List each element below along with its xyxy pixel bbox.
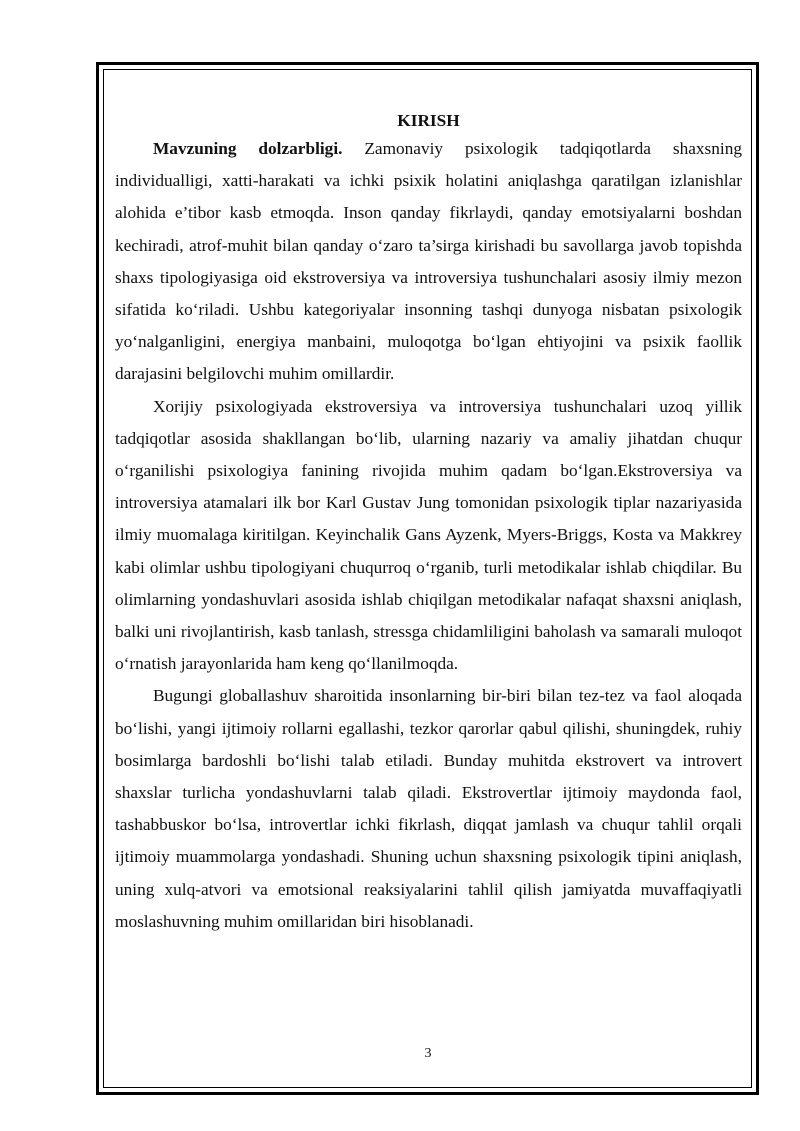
paragraph-1	[115, 133, 742, 391]
paragraph-3: Bugungi globallashuv sharoitida insonlarning bir-biri bilan tez-tez va faol aloqada bo‘lishi, yangi ijtimoiy rollarni egallashi, tezkor qarorlar qabul qilishi, shuningdek, ruhiy bosimlarga bardoshli bo‘lishi talab etiladi. Bunday muhitda ekstrovert va introvert shaxslar turlicha yondashuvlarni talab qiladi. Ekstrovertlar ijtimoiy maydonda faol, tashabbuskor bo‘lsa, introvertlar ichki fikrlash, diqqat jamlash va chuqur tahlil orqali ijtimoiy muammolarga yondashadi. Shuning uchun shaxsning psixologik tipini aniqlash, uning xulq-atvori va emotsional reaksiyalarini tahlil qilish jamiyatda muvaffaqiyatli moslashuvning muhim omillaridan biri hisoblanadi.	[115, 686, 742, 931]
paragraph-1-text: Zamonaviy psixologik tadqiqotlarda shaxsning individualligi, xatti-harakati va ichki psixik holatini aniqlashga qaratilgan izlanishlar alohida e’tibor kasb etmoqda. Inson qanday fikrlaydi, qanday emotsiyalarni boshdan kechiradi, atrof-muhit bilan qanday o‘zaro ta’sirga kirishadi bu savollarga javob topishda shaxs tipologiyasiga oid ekstroversiya va introversiya tushunchalari asosiy ilmiy mezon sifatida ko‘riladi. Ushbu kategoriyalar insonning tashqi dunyoga nisbatan psixologik yo‘nalganligini, energiya manbaini, muloqotga bo‘lgan ehtiyojini va psixik faollik darajasini belgilovchi muhim omillardir.	[115, 139, 742, 384]
document-body	[115, 109, 742, 938]
paragraph-2: Xorijiy psixologiyada ekstroversiya va introversiya tushunchalari uzoq yillik tadqiqotlar asosida shakllangan bo‘lib, ularning nazariy va amaliy jihatdan chuqur o‘rganilishi psixologiya fanining rivojida muhim qadam bo‘lgan.Ekstroversiya va introversiya atamalari ilk bor Karl Gustav Jung tomonidan psixologik tiplar nazariyasida ilmiy muomalaga kiritilgan. Keyinchalik Gans Ayzenk, Myers-Briggs, Kosta va Makkrey kabi olimlar ushbu tipologiyani chuqurroq o‘rganib, turli metodikalar ishlab chiqdilar. Bu olimlarning yondashuvlari asosida ishlab chiqilgan metodikalar nafaqat shaxsni aniqlash, balki uni rivojlantirish, kasb tanlash, stressga chidamliligini baholash va samarali muloqot o‘rnatish jarayonlarida ham keng qo‘llanilmoqda.	[115, 396, 742, 674]
lead-heading: Mavzuning dolzarbligi.	[153, 139, 343, 158]
section-title: KIRISH	[397, 111, 460, 130]
page-number: 3	[424, 1046, 432, 1061]
